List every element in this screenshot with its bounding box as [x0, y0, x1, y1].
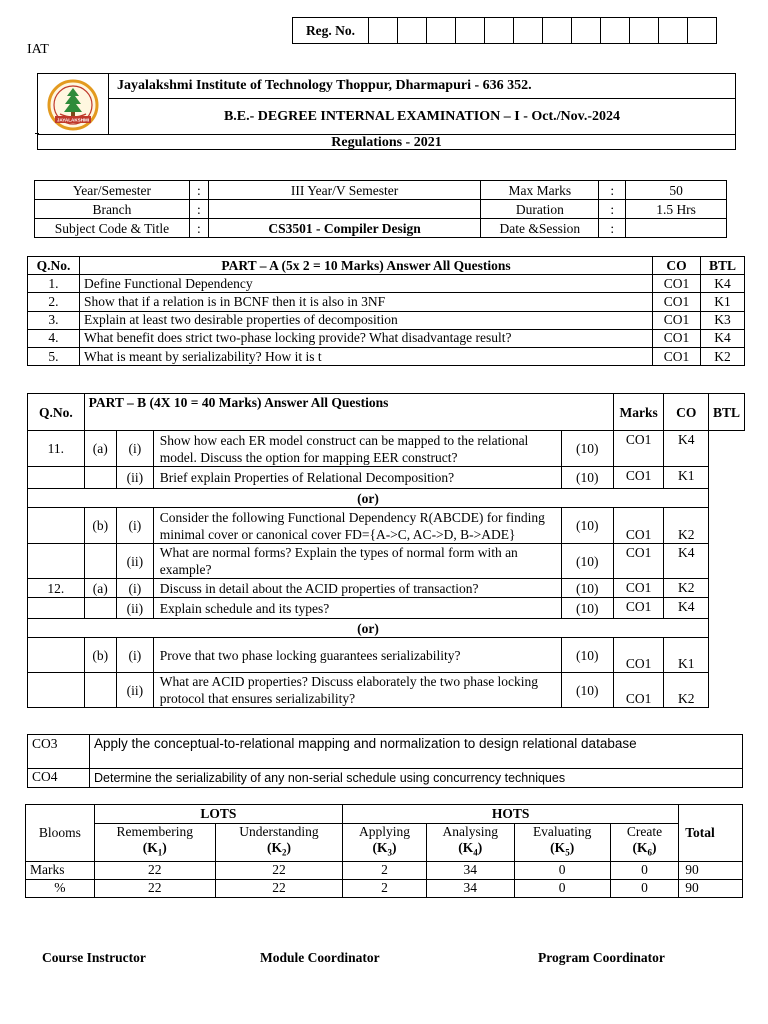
subject-value: CS3501 - Compiler Design	[208, 219, 481, 238]
question-marks: (10)	[561, 638, 613, 673]
question-btl: K4	[664, 431, 709, 467]
question-text: Show that if a relation is in BCNF then it is also in 3NF	[79, 293, 652, 311]
blooms-value: 22	[215, 861, 342, 879]
question-row	[28, 275, 745, 293]
blooms-value: 34	[426, 861, 514, 879]
blooms-level-code: $(K_6)$	[632, 840, 657, 858]
question-row	[28, 311, 745, 329]
question-number: 2.	[28, 293, 80, 311]
co-header: CO	[664, 394, 709, 431]
reg-no-cell[interactable]	[572, 18, 601, 44]
question-btl: K4	[700, 275, 744, 293]
blooms-level-sub: 3	[387, 847, 392, 858]
branch-value	[208, 200, 481, 219]
btl-header: BTL	[708, 394, 744, 431]
question-btl: K4	[664, 598, 709, 619]
question-btl: K1	[664, 638, 709, 673]
question-part	[84, 544, 116, 579]
colon: :	[599, 219, 626, 238]
reg-no-cell[interactable]	[514, 18, 543, 44]
question-co: CO1	[653, 329, 701, 347]
part-b-title	[84, 394, 613, 431]
total-header: Total	[679, 805, 743, 862]
question-part	[84, 598, 116, 619]
marks-header-text: Marks	[619, 404, 658, 420]
question-subpart: (ii)	[116, 544, 153, 579]
lots-header: LOTS	[94, 805, 342, 824]
percent-row	[26, 879, 743, 897]
question-btl: K2	[664, 673, 709, 708]
blooms-value: 0	[514, 861, 610, 879]
co-description: Apply the conceptual-to-relational mapping and normalization to design relational database	[90, 735, 743, 769]
question-text: Show how each ER model construct can be mapped to the relational model. Discuss the option for mapping EER construct?	[153, 431, 561, 467]
part-b-table	[27, 393, 745, 708]
blooms-level	[215, 824, 342, 862]
blooms-level-sub: 2	[281, 847, 287, 858]
institute-header	[37, 73, 736, 150]
blooms-level-sub: 1	[157, 847, 163, 858]
question-row	[28, 673, 745, 708]
row-label: %	[26, 879, 95, 897]
blooms-level-k: K	[462, 840, 474, 855]
blooms-value: 22	[215, 879, 342, 897]
row-label: Marks	[26, 861, 95, 879]
question-btl: K2	[664, 508, 709, 544]
blooms-level-name: Understanding	[239, 824, 319, 839]
or-label: (or)	[28, 619, 709, 638]
iat-label: IAT	[27, 42, 49, 57]
blooms-level-name: Remembering	[116, 824, 193, 839]
blooms-level	[343, 824, 427, 862]
question-text: What are normal forms? Explain the types of normal form with an example?	[153, 544, 561, 579]
question-co: CO1	[653, 275, 701, 293]
blooms-level-sub: 6	[647, 847, 652, 858]
question-part	[84, 673, 116, 708]
reg-no-cell[interactable]	[485, 18, 514, 44]
question-row	[28, 508, 745, 544]
question-text: Consider the following Functional Dependency R(ABCDE) for finding minimal cover or canonical cover FD={A->C, AC->D, B->ADE}	[153, 508, 561, 544]
question-co: CO1	[613, 467, 664, 489]
reg-no-cell[interactable]	[427, 18, 456, 44]
blooms-value: 0	[514, 879, 610, 897]
question-co: CO1	[653, 347, 701, 365]
question-co: CO1	[613, 544, 664, 579]
question-co: CO1	[653, 293, 701, 311]
co-code: CO3	[28, 735, 90, 769]
reg-no-cell[interactable]	[601, 18, 630, 44]
blooms-value: 2	[343, 879, 427, 897]
question-subpart: (ii)	[116, 598, 153, 619]
blooms-level-code: $(K_2)$	[266, 840, 291, 858]
info-row	[35, 219, 727, 238]
question-text: What is meant by serializability? How it is t	[79, 347, 652, 365]
question-number: 12.	[28, 579, 85, 598]
co-header: CO	[653, 257, 701, 275]
blooms-level-name: Evaluating	[532, 824, 592, 839]
total-value: 90	[679, 861, 743, 879]
question-number	[28, 638, 85, 673]
blooms-level-code: $(K_4)$	[458, 840, 483, 858]
reg-no-cell[interactable]	[456, 18, 485, 44]
year-sem-label: Year/Semester	[35, 181, 190, 200]
question-number	[28, 467, 85, 489]
qno-header: Q.No.	[28, 257, 80, 275]
blooms-level-name: Applying	[358, 824, 410, 839]
question-co: CO1	[613, 598, 664, 619]
institute-logo	[38, 74, 108, 134]
blooms-level-name: Analysing	[442, 824, 499, 839]
question-part: (b)	[84, 638, 116, 673]
question-co: CO1	[613, 508, 664, 544]
question-marks: (10)	[561, 467, 613, 489]
reg-no-cell[interactable]	[398, 18, 427, 44]
question-btl: K4	[664, 544, 709, 579]
co-code: CO4	[28, 769, 90, 788]
question-co: CO1	[613, 673, 664, 708]
or-row	[28, 489, 745, 508]
duration-value: 1.5 Hrs	[626, 200, 727, 219]
question-subpart: (i)	[116, 638, 153, 673]
blooms-level-k: K	[271, 840, 282, 855]
question-marks: (10)	[561, 673, 613, 708]
question-marks: (10)	[561, 508, 613, 544]
colon: :	[189, 219, 208, 238]
blooms-value: 2	[343, 861, 427, 879]
question-btl: K2	[664, 579, 709, 598]
reg-no-cell[interactable]	[659, 18, 688, 44]
info-row	[35, 200, 727, 219]
reg-no-box	[292, 17, 717, 44]
question-number	[28, 508, 85, 544]
colon: :	[189, 181, 208, 200]
question-text: What benefit does strict two-phase locking provide? What disadvantage result?	[79, 329, 652, 347]
blooms-value: 0	[610, 879, 679, 897]
colon: :	[189, 200, 208, 219]
question-row	[28, 638, 745, 673]
question-btl: K1	[664, 467, 709, 489]
question-number: 5.	[28, 347, 80, 365]
blooms-level	[514, 824, 610, 862]
header-divider	[35, 133, 39, 134]
question-subpart: (ii)	[116, 467, 153, 489]
blooms-level-name: Create	[626, 824, 663, 839]
blooms-level-k: K	[147, 840, 158, 855]
question-text: Discuss in detail about the ACID properties of transaction?	[153, 579, 561, 598]
reg-no-label: Reg. No.	[293, 18, 369, 44]
question-number: 1.	[28, 275, 80, 293]
question-co: CO1	[613, 579, 664, 598]
question-row	[28, 347, 745, 365]
blooms-value: 22	[94, 861, 215, 879]
logo-text: JAYALAKSHMI	[56, 117, 90, 123]
course-outcome-row	[28, 769, 743, 788]
question-subpart: (i)	[116, 579, 153, 598]
marks-header	[613, 394, 664, 431]
question-row	[28, 431, 745, 467]
course-instructor-label: Course Instructor	[42, 950, 146, 965]
question-text: Explain at least two desirable properties of decomposition	[79, 311, 652, 329]
reg-no-cell[interactable]	[630, 18, 659, 44]
blooms-value: 34	[426, 879, 514, 897]
question-marks: (10)	[561, 544, 613, 579]
question-row	[28, 579, 745, 598]
question-marks: (10)	[561, 598, 613, 619]
blooms-value: 22	[94, 879, 215, 897]
question-row	[28, 544, 745, 579]
btl-header: BTL	[700, 257, 744, 275]
info-row	[35, 181, 727, 200]
question-number	[28, 544, 85, 579]
course-outcome-row	[28, 735, 743, 769]
question-part: (a)	[84, 579, 116, 598]
program-coordinator-label: Program Coordinator	[538, 950, 665, 965]
blooms-value: 0	[610, 861, 679, 879]
question-co: CO1	[653, 311, 701, 329]
question-number: 11.	[28, 431, 85, 467]
part-b-title-text: PART – B (4X 10 = 40 Marks) Answer All Questions	[88, 395, 389, 410]
subject-label: Subject Code & Title	[35, 219, 190, 238]
question-subpart: (ii)	[116, 673, 153, 708]
blooms-level-k: K	[554, 840, 566, 855]
question-text: Brief explain Properties of Relational Decomposition?	[153, 467, 561, 489]
question-btl: K4	[700, 329, 744, 347]
question-btl: K3	[700, 311, 744, 329]
question-subpart: (i)	[116, 431, 153, 467]
year-sem-value: III Year/V Semester	[208, 181, 481, 200]
blooms-label: Blooms	[26, 805, 95, 862]
question-subpart: (i)	[116, 508, 153, 544]
blooms-level-sub: 5	[565, 847, 570, 858]
part-a-table	[27, 256, 745, 366]
question-text: What are ACID properties? Discuss elaborately the two phase locking protocol that ensures serializability?	[153, 673, 561, 708]
question-row	[28, 598, 745, 619]
regulations: Regulations - 2021	[38, 134, 735, 150]
module-coordinator-label: Module Coordinator	[260, 950, 380, 965]
max-marks-value: 50	[626, 181, 727, 200]
question-marks: (10)	[561, 579, 613, 598]
qno-header: Q.No.	[28, 394, 85, 431]
marks-row	[26, 861, 743, 879]
duration-label: Duration	[481, 200, 599, 219]
question-marks: (10)	[561, 431, 613, 467]
course-outcomes-table	[27, 734, 743, 788]
branch-label: Branch	[35, 200, 190, 219]
reg-no-cell[interactable]	[369, 18, 398, 44]
question-number	[28, 673, 85, 708]
exam-title: B.E.- DEGREE INTERNAL EXAMINATION – I - Oct./Nov.-2024	[108, 99, 735, 134]
hots-header: HOTS	[343, 805, 679, 824]
blooms-level	[426, 824, 514, 862]
question-row	[28, 467, 745, 489]
colon: :	[599, 200, 626, 219]
or-row	[28, 619, 745, 638]
question-row	[28, 329, 745, 347]
reg-no-cell[interactable]	[543, 18, 572, 44]
question-row	[28, 293, 745, 311]
part-a-title: PART – A (5x 2 = 10 Marks) Answer All Questions	[79, 257, 652, 275]
blooms-table	[25, 804, 743, 898]
question-part: (b)	[84, 508, 116, 544]
question-text: Prove that two phase locking guarantees serializability?	[153, 638, 561, 673]
question-number: 4.	[28, 329, 80, 347]
max-marks-label: Max Marks	[481, 181, 599, 200]
co-description: Determine the serializability of any non-serial schedule using concurrency techniques	[90, 769, 743, 788]
date-session-value	[626, 219, 727, 238]
blooms-level-sub: 4	[473, 847, 478, 858]
colon: :	[599, 181, 626, 200]
question-co: CO1	[613, 431, 664, 467]
question-btl: K2	[700, 347, 744, 365]
reg-no-cell[interactable]	[688, 18, 717, 44]
blooms-level-k: K	[376, 840, 388, 855]
blooms-level	[610, 824, 679, 862]
blooms-level-code: $(K_1)$	[142, 840, 167, 858]
total-value: 90	[679, 879, 743, 897]
question-part	[84, 467, 116, 489]
or-label: (or)	[28, 489, 709, 508]
question-number	[28, 598, 85, 619]
question-number: 3.	[28, 311, 80, 329]
question-text: Explain schedule and its types?	[153, 598, 561, 619]
question-co: CO1	[613, 638, 664, 673]
institute-name: Jayalakshmi Institute of Technology Thoppur, Dharmapuri - 636 352.	[108, 74, 735, 99]
exam-info-table	[34, 180, 727, 238]
question-text: Define Functional Dependency	[79, 275, 652, 293]
blooms-level-code: $(K_5)$	[550, 840, 575, 858]
blooms-level-k: K	[636, 840, 648, 855]
date-session-label: Date &Session	[481, 219, 599, 238]
blooms-level	[94, 824, 215, 862]
blooms-level-code: $(K_3)$	[372, 840, 397, 858]
question-part: (a)	[84, 431, 116, 467]
question-btl: K1	[700, 293, 744, 311]
